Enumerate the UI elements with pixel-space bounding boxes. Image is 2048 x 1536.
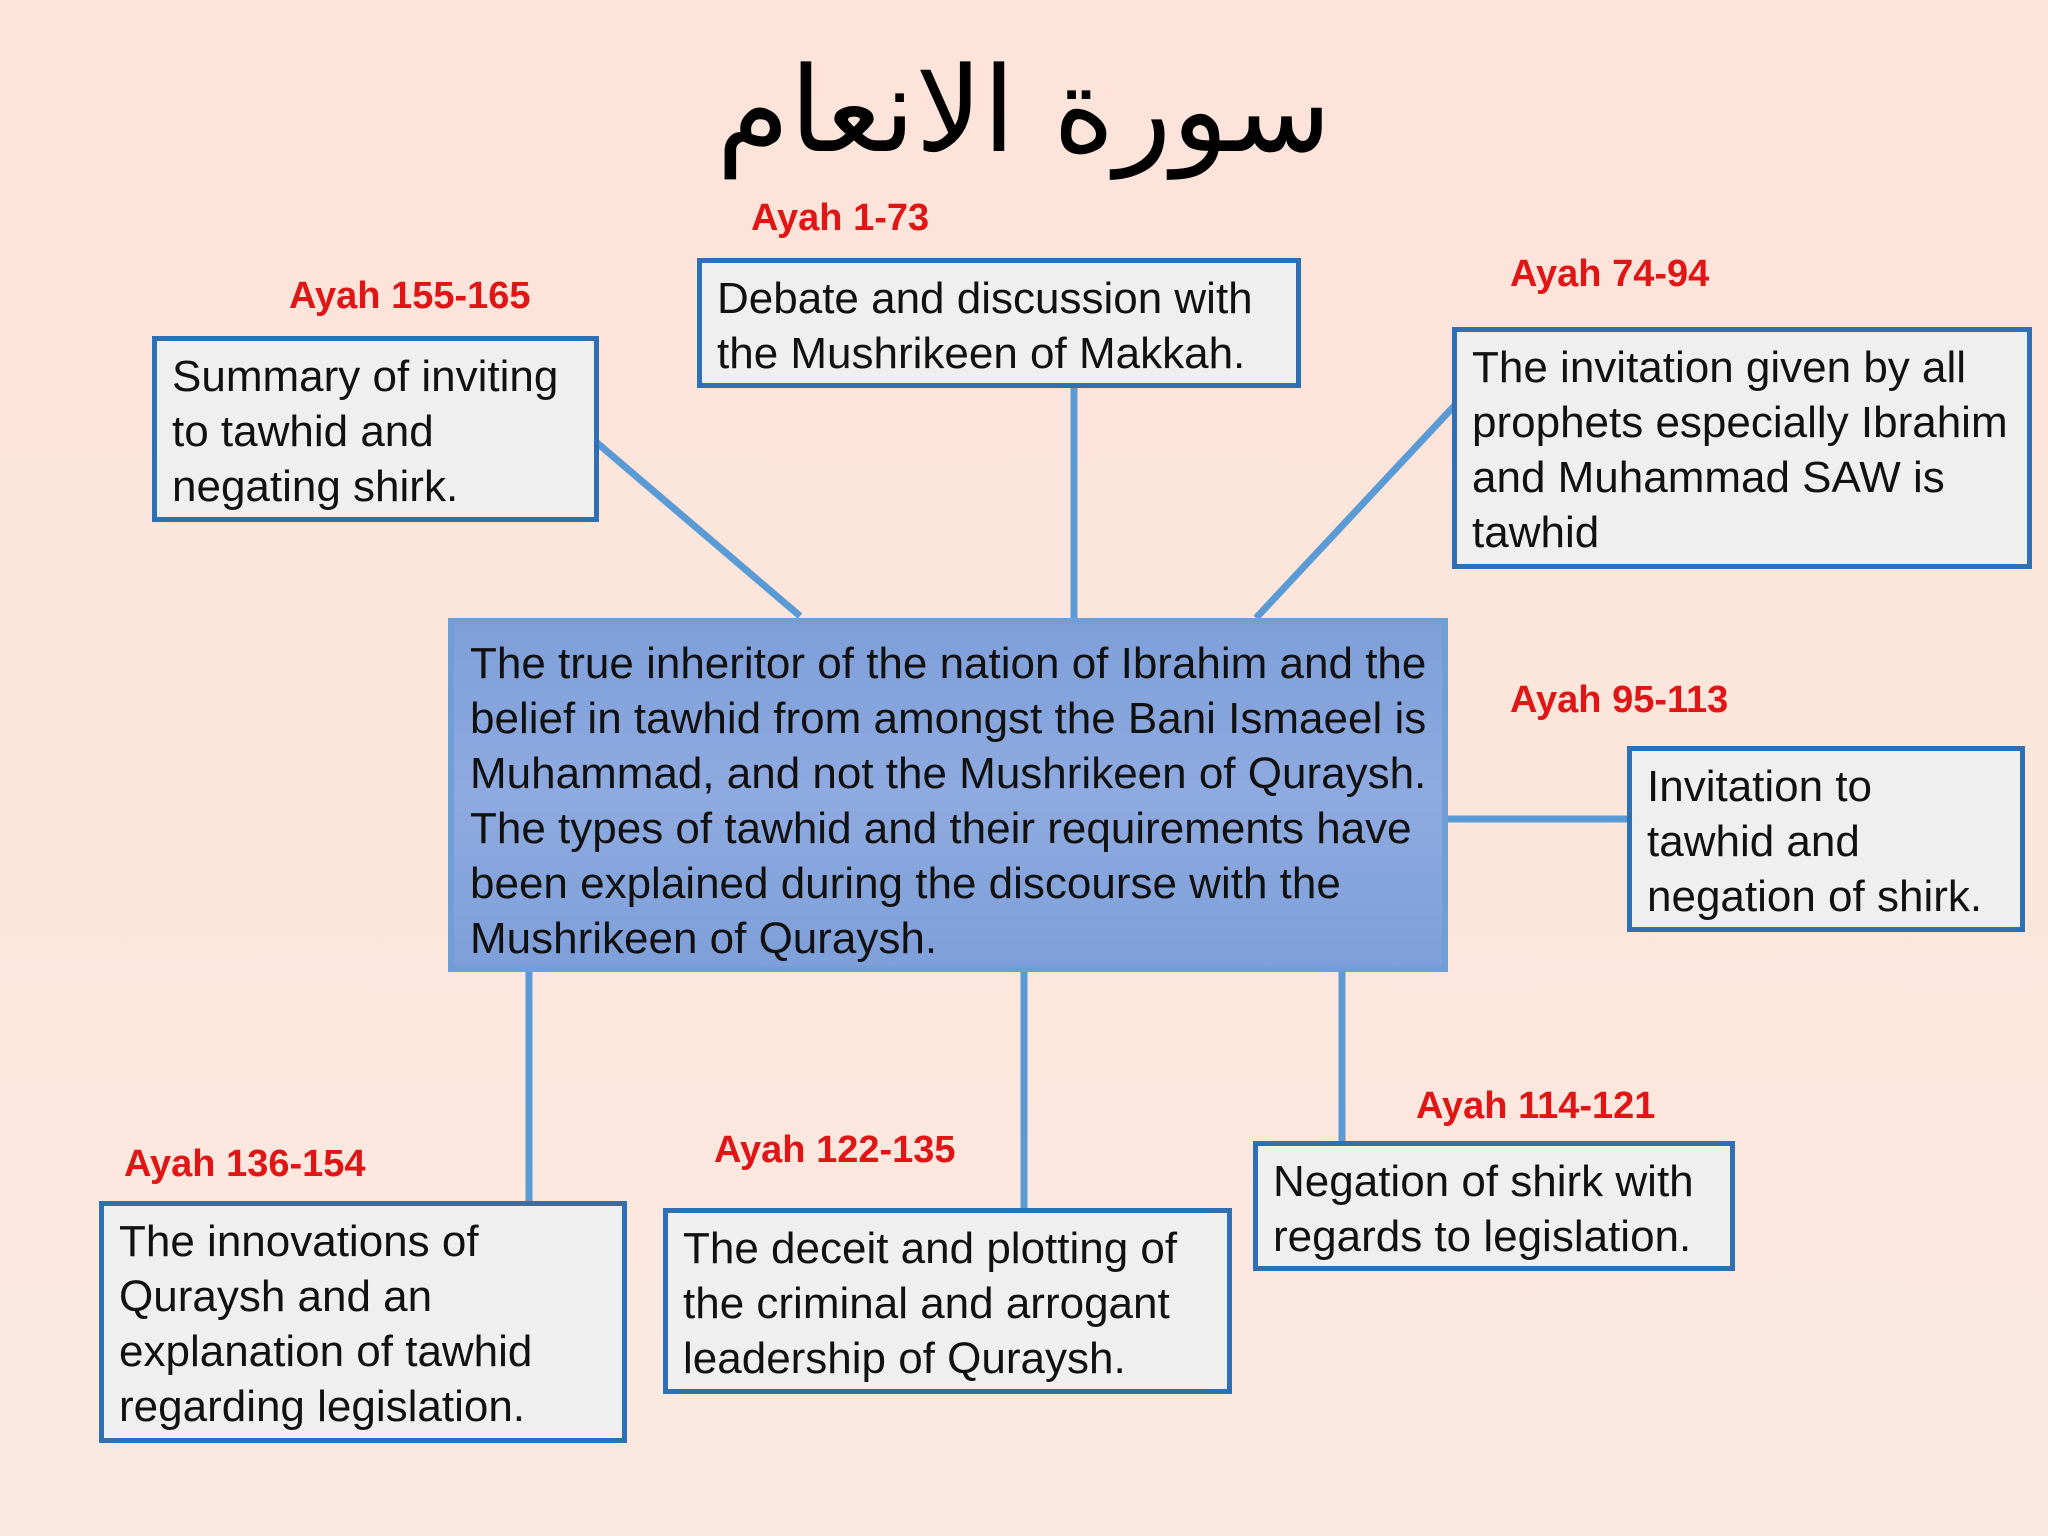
- connector-ayah-155-165: [596, 442, 800, 616]
- node-ayah-136-154: [99, 1201, 627, 1443]
- central-theme-box: [448, 618, 1448, 972]
- ayah-label-114-121: Ayah 114-121: [1416, 1085, 1656, 1127]
- ayah-label-95-113: Ayah 95-113: [1510, 679, 1729, 721]
- node-ayah-95-113: [1627, 746, 2025, 932]
- ayah-label-122-135: Ayah 122-135: [714, 1129, 956, 1171]
- node-text: The innovations of Quraysh and an explanation of tawhid regarding legislation.: [119, 1217, 533, 1431]
- node-ayah-155-165: [152, 336, 599, 522]
- ayah-label-74-94: Ayah 74-94: [1510, 253, 1710, 295]
- node-ayah-74-94: [1452, 327, 2032, 569]
- node-ayah-1-73: [697, 258, 1301, 388]
- ayah-label-136-154: Ayah 136-154: [124, 1143, 366, 1185]
- node-text: The invitation given by all prophets especially Ibrahim and Muhammad SAW is tawhid: [1472, 343, 2008, 557]
- node-text: Debate and discussion with the Mushrikeen of Makkah.: [717, 274, 1253, 378]
- node-text: Summary of inviting to tawhid and negating shirk.: [172, 352, 559, 511]
- node-text: Negation of shirk with regards to legislation.: [1273, 1157, 1694, 1261]
- connector-ayah-74-94: [1256, 404, 1456, 618]
- ayah-label-155-165: Ayah 155-165: [289, 275, 531, 317]
- ayah-label-1-73: Ayah 1-73: [751, 197, 930, 239]
- node-ayah-114-121: [1253, 1141, 1735, 1271]
- central-theme-text: The true inheritor of the nation of Ibrahim and the belief in tawhid from amongst the Bani Ismaeel is Muhammad, and not the Mushrikeen of Quraysh. The types of tawhid and their requirements have been explained during the discourse with the Mushrikeen of Quraysh.: [470, 639, 1427, 963]
- node-ayah-122-135: [663, 1208, 1232, 1394]
- node-text: Invitation to tawhid and negation of shirk.: [1647, 762, 1983, 921]
- node-text: The deceit and plotting of the criminal and arrogant leadership of Quraysh.: [683, 1224, 1178, 1383]
- page-title: سورة الانعام: [716, 41, 1332, 179]
